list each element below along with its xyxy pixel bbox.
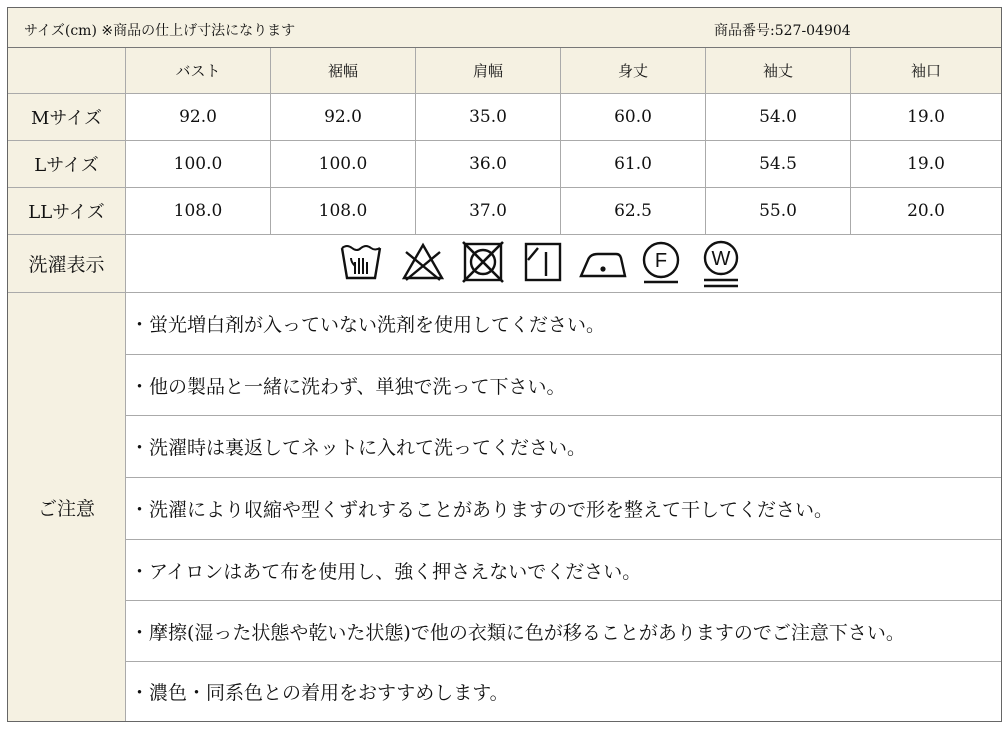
- hand-wash-icon: [338, 240, 384, 284]
- size-unit-note: サイズ(cm) ※商品の仕上げ寸法になります: [24, 23, 296, 39]
- row-label-l: Lサイズ: [8, 141, 126, 188]
- table-cell: 35.0: [416, 94, 561, 141]
- svg-text:W: W: [711, 248, 731, 270]
- note-item: ・洗濯により収縮や型くずれすることがありますので形を整えて干してください。: [126, 478, 1001, 540]
- col-header-cuff: 袖口: [851, 48, 1001, 94]
- table-cell: 54.5: [706, 141, 851, 188]
- no-bleach-icon: [400, 240, 446, 284]
- table-cell: 62.5: [561, 188, 706, 235]
- col-header-hem-width: 裾幅: [271, 48, 416, 94]
- table-cell: 20.0: [851, 188, 1001, 235]
- notes-label: ご注意: [8, 293, 126, 721]
- table-cell: 100.0: [126, 141, 271, 188]
- table-cell: 108.0: [271, 188, 416, 235]
- note-item: ・アイロンはあて布を使用し、強く押さえないでください。: [126, 540, 1001, 601]
- chart-header: [8, 8, 1001, 48]
- table-cell: 55.0: [706, 188, 851, 235]
- svg-text:F: F: [654, 250, 668, 272]
- size-chart-sheet: [7, 7, 1002, 722]
- corner-cell: [8, 48, 126, 94]
- line-dry-icon: [520, 240, 566, 284]
- product-number: 商品番号:527-04904: [714, 23, 851, 39]
- note-item: ・蛍光増白剤が入っていない洗剤を使用してください。: [126, 293, 1001, 355]
- note-item: ・洗濯時は裏返してネットに入れて洗ってください。: [126, 416, 1001, 478]
- table-cell: 60.0: [561, 94, 706, 141]
- note-item: ・摩擦(湿った状態や乾いた状態)で他の衣類に色が移ることがありますのでご注意下さい。: [126, 601, 1001, 662]
- table-cell: 36.0: [416, 141, 561, 188]
- table-cell: 19.0: [851, 94, 1001, 141]
- row-label-ll: LLサイズ: [8, 188, 126, 235]
- table-cell: 92.0: [271, 94, 416, 141]
- col-header-bust: バスト: [126, 48, 271, 94]
- row-label-m: Mサイズ: [8, 94, 126, 141]
- table-cell: 54.0: [706, 94, 851, 141]
- table-cell: 92.0: [126, 94, 271, 141]
- no-tumble-dry-icon: [460, 240, 506, 284]
- col-header-shoulder-width: 肩幅: [416, 48, 561, 94]
- col-header-sleeve-length: 袖丈: [706, 48, 851, 94]
- table-cell: 108.0: [126, 188, 271, 235]
- iron-low-icon: [578, 240, 628, 284]
- table-cell: 19.0: [851, 141, 1001, 188]
- care-symbols-row: [126, 235, 1001, 293]
- note-item: ・他の製品と一緒に洗わず、単独で洗って下さい。: [126, 355, 1001, 416]
- table-cell: 100.0: [271, 141, 416, 188]
- col-header-length: 身丈: [561, 48, 706, 94]
- note-item: ・濃色・同系色との着用をおすすめします。: [126, 662, 1001, 721]
- wet-clean-w-icon: [698, 240, 744, 290]
- table-cell: 61.0: [561, 141, 706, 188]
- dry-clean-f-icon: [638, 240, 684, 286]
- table-cell: 37.0: [416, 188, 561, 235]
- care-label: 洗濯表示: [8, 235, 126, 293]
